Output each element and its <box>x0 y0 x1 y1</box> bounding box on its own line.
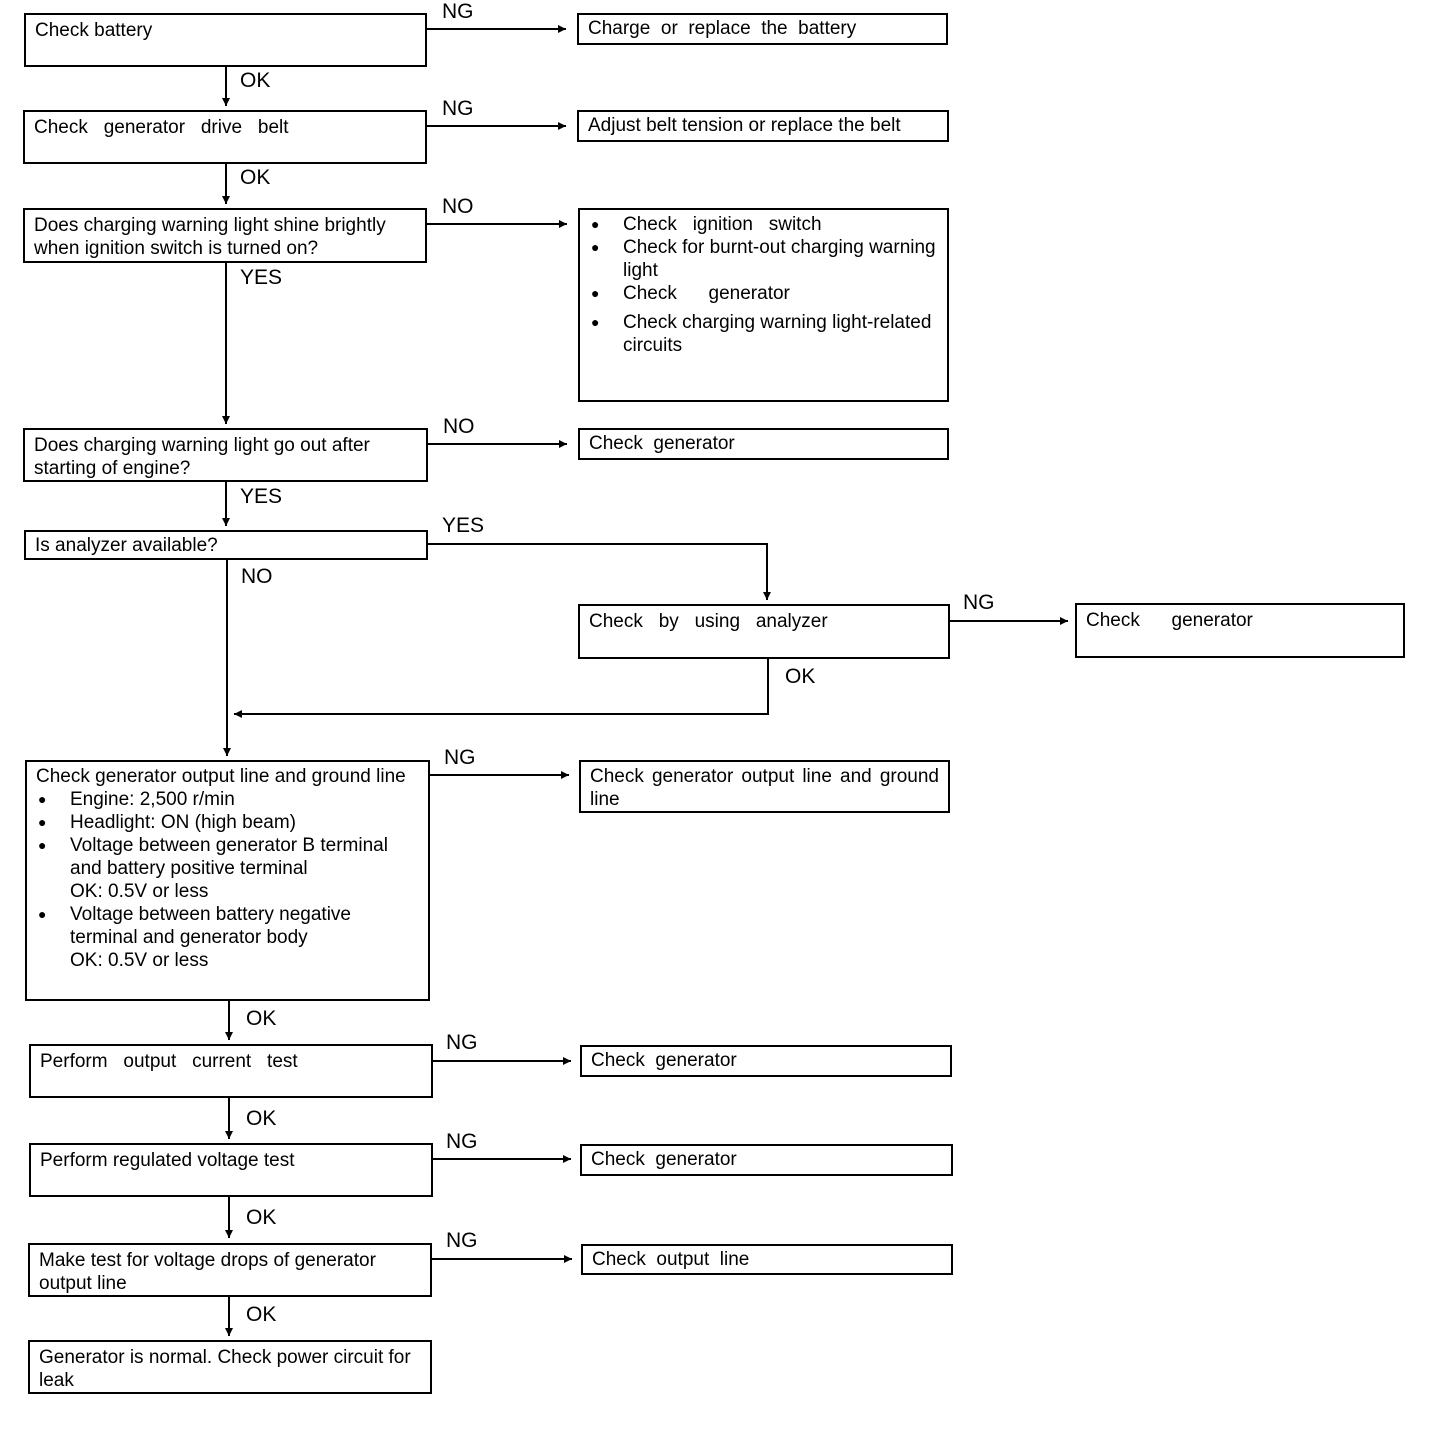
step-warning-light-on-text: Does charging warning light shine brightly when ignition switch is turned on? <box>34 215 386 259</box>
label-ng: NG <box>444 746 476 769</box>
label-ok: OK <box>246 1007 277 1030</box>
label-ok: OK <box>246 1206 277 1229</box>
step-warning-light-out <box>23 428 428 482</box>
label-ok: OK <box>246 1303 277 1326</box>
step-regulated-voltage-text: Perform regulated voltage test <box>40 1150 295 1171</box>
label-ng: NG <box>963 591 995 614</box>
result-generator-3 <box>580 1144 953 1176</box>
result-output-line <box>581 1244 953 1275</box>
label-no: NO <box>442 195 474 218</box>
result-battery <box>577 13 948 45</box>
result-output-ground-text: Check generator output line and ground line <box>590 766 939 810</box>
label-ng: NG <box>446 1031 478 1054</box>
bullet-dot-icon <box>36 903 419 972</box>
label-yes: YES <box>240 485 283 508</box>
label-ok: OK <box>785 665 816 688</box>
result-analyzer-generator-text: Check generator <box>1086 610 1253 631</box>
step-generator-normal <box>28 1340 432 1394</box>
light-check-list <box>589 213 939 357</box>
step-output-current <box>29 1044 433 1098</box>
condition-body-ok: OK: 0.5V or less <box>70 950 209 971</box>
label-no: NO <box>443 415 475 438</box>
step-check-battery-text: Check battery <box>35 20 153 41</box>
step-output-line <box>25 760 430 1001</box>
result-generator-1 <box>578 428 949 460</box>
step-check-by-analyzer <box>578 604 950 659</box>
label-yes: YES <box>442 514 485 537</box>
bullet-dot-icon <box>36 834 419 903</box>
label-ok: OK <box>240 166 271 189</box>
step-warning-light-on <box>23 208 427 263</box>
bullet-dot-icon <box>36 811 419 834</box>
result-generator-3-text: Check generator <box>591 1149 737 1170</box>
label-ng: NG <box>442 97 474 120</box>
step-check-by-analyzer-text: Check by using analyzer <box>589 611 828 632</box>
arrow-ok-analyzer <box>234 659 768 714</box>
condition-body: ● Voltage between battery negative terminal and generator body <box>70 904 351 948</box>
result-generator-2-text: Check generator <box>591 1050 737 1071</box>
output-line-conditions <box>36 788 419 972</box>
bullet-dot-icon <box>589 311 939 357</box>
label-ok: OK <box>246 1107 277 1130</box>
step-check-belt-text: Check generator drive belt <box>34 117 289 138</box>
light-check-burnt-out: Check for burnt-out charging warning light <box>623 237 936 281</box>
result-generator-2 <box>580 1045 952 1077</box>
label-ng: NG <box>446 1130 478 1153</box>
bullet-dot-icon <box>589 282 939 305</box>
label-no: NO <box>241 565 273 588</box>
light-check-circuits: Check charging warning light-related circuits <box>623 312 932 356</box>
condition-engine: Engine: 2,500 r/min <box>70 789 235 810</box>
bullet-dot-icon <box>36 788 419 811</box>
step-voltage-drops-text: Make test for voltage drops of generator output line <box>39 1250 376 1294</box>
step-output-current-text: Perform output current test <box>40 1051 298 1072</box>
step-check-belt <box>23 110 427 164</box>
result-battery-text: Charge or replace the battery <box>588 18 857 39</box>
step-analyzer-available-text: Is analyzer available? <box>35 535 218 556</box>
result-belt-text: Adjust belt tension or replace the belt <box>588 115 901 136</box>
label-ng: NG <box>446 1229 478 1252</box>
bullet-dot-icon <box>589 213 939 236</box>
result-output-line-text: Check output line <box>592 1249 750 1270</box>
label-ok: OK <box>240 69 271 92</box>
bullet-dot-icon <box>589 236 939 282</box>
result-output-ground <box>579 760 950 813</box>
step-analyzer-available <box>24 530 428 560</box>
step-output-line-title: Check generator output line and ground line <box>36 766 406 787</box>
light-check-generator: Check generator <box>623 283 790 304</box>
step-generator-normal-text: Generator is normal. Check power circuit for leak <box>39 1347 411 1391</box>
result-analyzer-generator <box>1075 603 1405 658</box>
label-yes: YES <box>240 266 283 289</box>
light-check-ignition: Check ignition switch <box>623 214 822 235</box>
step-warning-light-out-text: Does charging warning light go out after starting of engine? <box>34 435 370 479</box>
arrow-yes-analyzer <box>428 544 767 600</box>
step-check-battery <box>24 13 427 67</box>
label-ng: NG <box>442 0 474 23</box>
step-regulated-voltage <box>29 1143 433 1197</box>
condition-headlight: Headlight: ON (high beam) <box>70 812 296 833</box>
result-generator-1-text: Check generator <box>589 433 735 454</box>
condition-b-terminal: ● Voltage between generator B terminal and battery positive terminal <box>70 835 388 879</box>
result-belt <box>577 110 949 142</box>
result-light-checks <box>578 208 949 402</box>
step-voltage-drops <box>28 1243 432 1297</box>
condition-b-terminal-ok: OK: 0.5V or less <box>70 881 209 902</box>
